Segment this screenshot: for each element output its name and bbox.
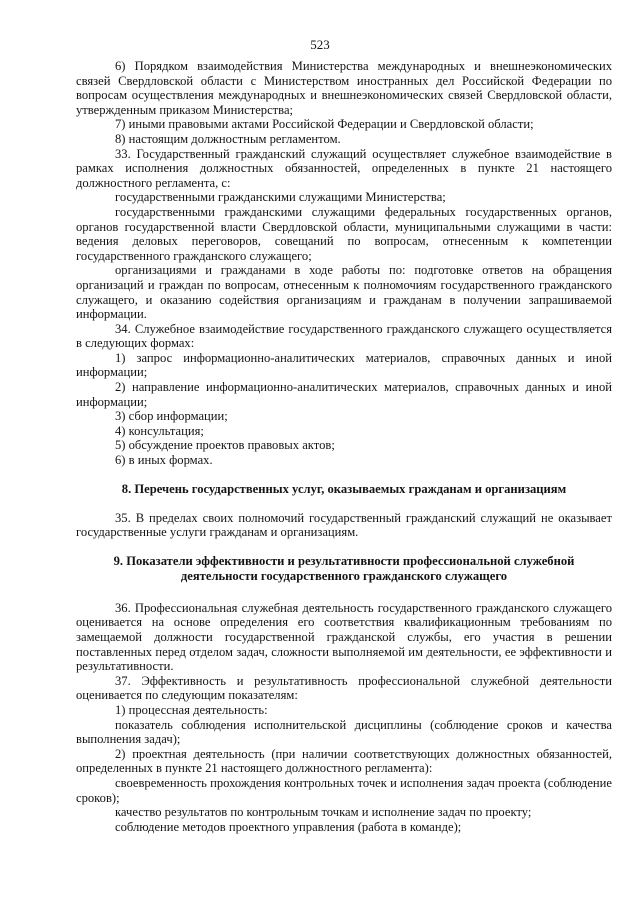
paragraph: 37. Эффективность и результативность профессиональной служебной деятельности оценивается по следующим показателям: [76,673,612,703]
paragraph: соблюдение методов проектного управления (работа в команде); [115,819,462,834]
paragraph: качество результатов по контрольным точкам и исполнение задач по проекту; [115,805,532,820]
page-body [76,59,612,834]
paragraph: 35. В пределах своих полномочий государственный гражданский служащий не оказывает государственные услуги гражданам и организациям. [76,510,612,540]
section-heading: 9. Показатели эффективности и результативности профессиональной служебной [113,553,575,568]
paragraph: 7) иными правовыми актами Российской Федерации и Свердловской области; [115,117,534,132]
list-item: 1) процессная деятельность: [115,702,268,717]
paragraph: 33. Государственный гражданский служащий осуществляет служебное взаимодействие в рамках исполнения должностных обязанностей, определенных в пункте 21 настоящего должностного регламента, с: [76,146,612,190]
list-item: 4) консультация; [115,423,204,438]
section-heading-line2: деятельности государственного гражданского служащего [180,568,508,583]
list-item: 3) сбор информации; [115,409,228,424]
paragraph: 36. Профессиональная служебная деятельность государственного гражданского служащего оценивается на основе определения его соответствия квалификационным требованиям по замещаемой должности государственной гражданской службы, его участия в решении поставленных перед отделом задач, сложности выполняемой им деятельности, ее эффективности и результативности. [76,600,612,674]
paragraph: 8) настоящим должностным регламентом. [115,131,341,146]
paragraph: организациями и гражданами в ходе работы по: подготовке ответов на обращения организаций и граждан по вопросам, отнесенным к полномочиям государственного гражданского служащего, и оказанию содействия организациям и гражданам в получении запрашиваемой информации. [76,263,612,322]
list-item: 2) проектная деятельность (при наличии соответствующих должностных обязанностей, определенных в пункте 21 настоящего должностного регламента): [76,746,612,776]
paragraph: 34. Служебное взаимодействие государственного гражданского служащего осуществляется в следующих формах: [76,321,612,351]
list-item: 2) направление информационно-аналитических материалов, справочных данных и иной информации; [76,380,612,409]
section-heading: 8. Перечень государственных услуг, оказываемых гражданам и организациям [121,481,567,496]
paragraph: государственными гражданскими служащими Министерства; [115,190,446,205]
paragraph: государственными гражданскими служащими федеральных государственных органов, органов государственной власти Свердловской области, муниципальными служащими в части: ведения деловых переговоров, совещаний по вопросам, отнесенным к компетенции государственного гражданского служащего; [76,204,612,263]
list-item: 5) обсуждение проектов правовых актов; [115,438,335,453]
list-item: 1) запрос информационно-аналитических материалов, справочных данных и иной информации; [76,350,612,380]
paragraph: 6) Порядком взаимодействия Министерства международных и внешнеэкономических связей Свердловской области с Министерством иностранных дел Российской Федерации по вопросам осуществления международных и внешнеэкономических связей Свердловской области, утвержденным приказом Министерства; [76,59,612,117]
paragraph: своевременность прохождения контрольных точек и исполнения задач проекта (соблюдение сроков); [76,775,612,805]
page-number: 523 [310,37,330,52]
list-item: 6) в иных формах. [115,453,213,468]
paragraph: показатель соблюдения исполнительской дисциплины (соблюдение сроков и качества выполнения задач); [76,717,612,747]
